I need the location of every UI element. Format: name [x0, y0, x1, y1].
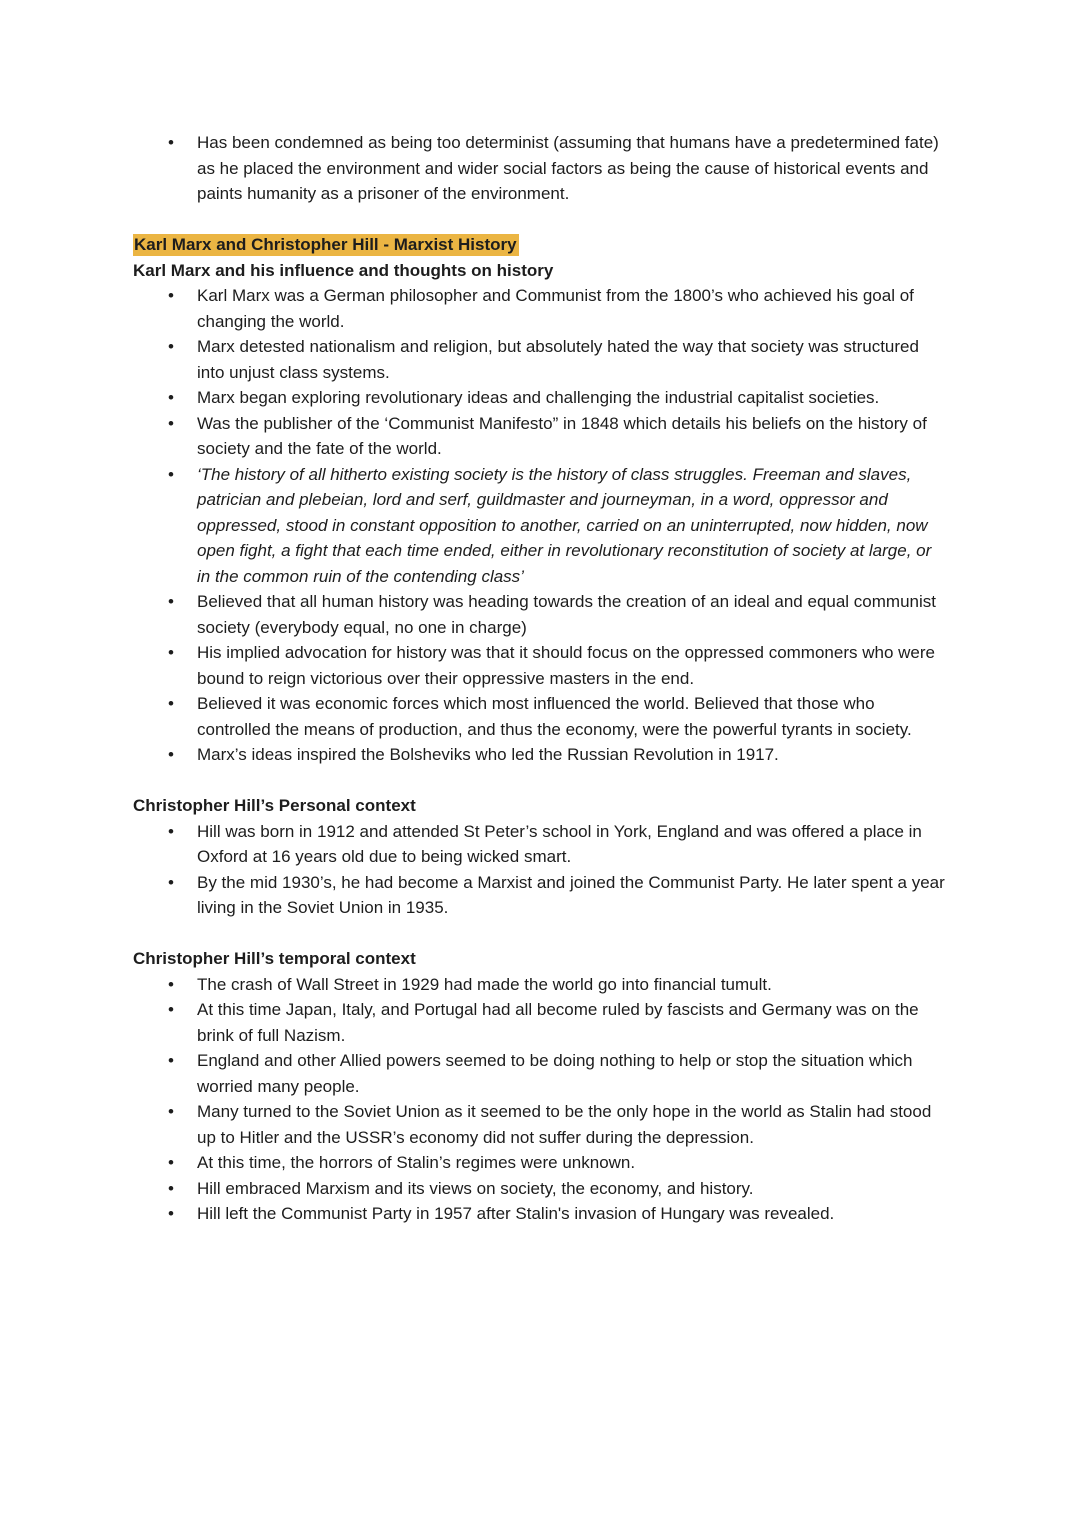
- list-item: • Was the publisher of the ‘Communist Manifesto” in 1848 which details his beliefs on the history of society and the fate of the world.: [197, 411, 947, 462]
- highlighted-section-heading: [133, 232, 947, 258]
- list-item: • Hill was born in 1912 and attended St Peter’s school in York, England and was offered a place in Oxford at 16 years old due to being wicked smart.: [197, 819, 947, 870]
- personal-context-heading: Christopher Hill’s Personal context: [133, 796, 416, 815]
- list-item: • Marx’s ideas inspired the Bolsheviks who led the Russian Revolution in 1917.: [197, 742, 947, 768]
- highlight-span: Karl Marx and Christopher Hill - Marxist History: [134, 235, 517, 254]
- list-item: • The crash of Wall Street in 1929 had made the world go into financial tumult.: [197, 972, 947, 998]
- list-item: • Marx detested nationalism and religion, but absolutely hated the way that society was structured into unjust class systems.: [197, 334, 947, 385]
- communist-manifesto-quote: • ‘The history of all hitherto existing society is the history of class struggles. Freeman and slaves, patrician and plebeian, lord and serf, guildmaster and journeyman, in a word, oppressor and oppressed, stood in constant opposition to another, carried on an uninterrupted, now hidden, now open fight, a fight that each time ended, either in revolutionary reconstitution of society at large, or in the common ruin of the contending class’: [197, 462, 947, 590]
- list-item: • At this time, the horrors of Stalin’s regimes were unknown.: [197, 1150, 947, 1176]
- list-item: • England and other Allied powers seemed to be doing nothing to help or stop the situation which worried many people.: [197, 1048, 947, 1099]
- personal-bullet-list: [133, 819, 947, 921]
- marx-bullet-list: [133, 283, 947, 768]
- marx-subsection-heading: Karl Marx and his influence and thoughts on history: [133, 260, 554, 280]
- list-item: • Has been condemned as being too determinist (assuming that humans have a predetermined fate) as he placed the environment and wider social factors as being the cause of historical events and paints humanity as a prisoner of the environment.: [197, 130, 947, 207]
- list-item: • Marx began exploring revolutionary ideas and challenging the industrial capitalist societies.: [197, 385, 947, 411]
- temporal-context-heading: Christopher Hill’s temporal context: [133, 949, 416, 968]
- list-item: • Karl Marx was a German philosopher and Communist from the 1800’s who achieved his goal of changing the world.: [197, 283, 947, 334]
- list-item: • Many turned to the Soviet Union as it seemed to be the only hope in the world as Stalin had stood up to Hitler and the USSR’s economy did not suffer during the depression.: [197, 1099, 947, 1150]
- list-item: • His implied advocation for history was that it should focus on the oppressed commoners who were bound to reign victorious over their oppressive masters in the end.: [197, 640, 947, 691]
- temporal-bullet-list: [133, 972, 947, 1227]
- intro-bullet-list: [133, 130, 947, 207]
- list-item: • By the mid 1930’s, he had become a Marxist and joined the Communist Party. He later spent a year living in the Soviet Union in 1935.: [197, 870, 947, 921]
- list-item: • Believed that all human history was heading towards the creation of an ideal and equal communist society (everybody equal, no one in charge): [197, 589, 947, 640]
- list-item: • At this time Japan, Italy, and Portugal had all become ruled by fascists and Germany was on the brink of full Nazism.: [197, 997, 947, 1048]
- list-item: • Hill embraced Marxism and its views on society, the economy, and history.: [197, 1176, 947, 1202]
- list-item: • Hill left the Communist Party in 1957 after Stalin's invasion of Hungary was revealed.: [197, 1201, 947, 1227]
- list-item: • Believed it was economic forces which most influenced the world. Believed that those who controlled the means of production, and thus the economy, were the powerful tyrants in society.: [197, 691, 947, 742]
